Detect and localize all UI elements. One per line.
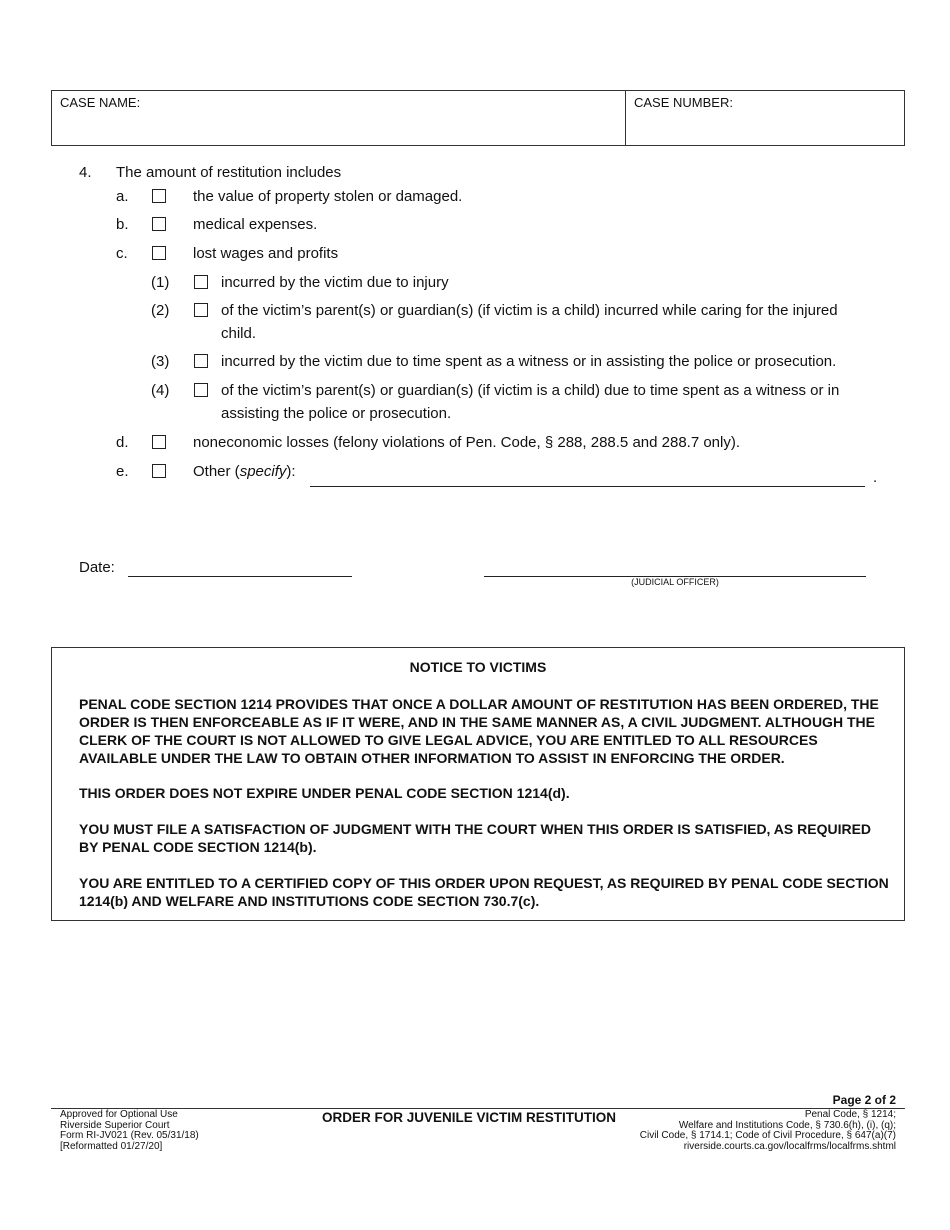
- item-4a-letter: a.: [116, 188, 129, 205]
- item-4b-letter: b.: [116, 216, 129, 233]
- item-4-text: The amount of restitution includes: [116, 164, 342, 181]
- form-title: ORDER FOR JUVENILE VICTIM RESTITUTION: [322, 1110, 617, 1125]
- date-field[interactable]: [128, 576, 352, 577]
- notice-to-victims-box: [51, 647, 905, 921]
- item-4b-text: medical expenses.: [193, 216, 318, 233]
- notice-paragraph-1: PENAL CODE SECTION 1214 PROVIDES THAT ONCE A DOLLAR AMOUNT OF RESTITUTION HAS BEEN ORDERED, THE ORDER IS THEN ENFORCEABLE AS IF IT WERE, AND IN THE SAME MANNER AS, A CIVIL JUDGMENT. ALTHOUGH THE CLERK OF THE COURT IS NOT ALLOWED TO GIVE LEGAL ADVICE, YOU ARE ENTITLED TO ALL RESOURCES AVAILABLE UNDER THE LAW TO OBTAIN OTHER INFORMATION TO ASSIST IN ENFORCING THE ORDER.: [79, 696, 879, 766]
- notice-title: NOTICE TO VICTIMS: [409, 659, 547, 675]
- judicial-officer-label: (JUDICIAL OFFICER): [631, 577, 719, 587]
- footer-left-line-3: Form RI-JV021 (Rev. 05/31/18): [60, 1130, 199, 1141]
- item-4c-checkbox[interactable]: [152, 246, 166, 260]
- footer-left-block: [60, 1110, 199, 1152]
- footer-left-line-2: Riverside Superior Court: [60, 1119, 170, 1131]
- item-4d-checkbox[interactable]: [152, 435, 166, 449]
- page-number: Page 2 of 2: [832, 1093, 896, 1107]
- header-divider: [625, 91, 626, 145]
- notice-paragraph-2: THIS ORDER DOES NOT EXPIRE UNDER PENAL CODE SECTION 1214(d).: [79, 785, 570, 801]
- item-4c2-checkbox[interactable]: [194, 303, 208, 317]
- item-4c4-text-line2: assisting the police or prosecution.: [221, 405, 452, 422]
- other-specify-field[interactable]: [310, 486, 865, 487]
- footer-left-line-1: Approved for Optional Use: [60, 1109, 178, 1120]
- date-label: Date:: [79, 559, 115, 576]
- item-4d-letter: d.: [116, 434, 129, 451]
- item-4e-trailing-period: .: [873, 469, 878, 486]
- item-4c1-number: (1): [151, 274, 170, 291]
- item-4c2-text-line2: child.: [221, 325, 257, 342]
- item-4e-checkbox[interactable]: [152, 464, 166, 478]
- notice-paragraph-3: YOU MUST FILE A SATISFACTION OF JUDGMENT WITH THE COURT WHEN THIS ORDER IS SATISFIED, AS REQUIRED BY PENAL CODE SECTION 1214(b).: [79, 821, 872, 855]
- item-4e-letter: e.: [116, 463, 129, 480]
- item-4c1-checkbox[interactable]: [194, 275, 208, 289]
- item-4b-checkbox[interactable]: [152, 217, 166, 231]
- case-header-box: [51, 90, 905, 146]
- item-4e-label: Other (specify):: [193, 463, 296, 480]
- item-4c3-number: (3): [151, 353, 170, 370]
- item-4c-letter: c.: [116, 245, 128, 262]
- item-4-number: 4.: [79, 164, 92, 181]
- item-4c4-checkbox[interactable]: [194, 383, 208, 397]
- item-4d-text: noneconomic losses (felony violations of Pen. Code, § 288, 288.5 and 288.7 only).: [193, 434, 741, 451]
- item-4c3-text: incurred by the victim due to time spent as a witness or in assisting the police or prosecution.: [221, 353, 837, 370]
- item-4c4-number: (4): [151, 382, 170, 399]
- notice-paragraph-4: YOU ARE ENTITLED TO A CERTIFIED COPY OF THIS ORDER UPON REQUEST, AS REQUIRED BY PENAL CODE SECTION 1214(b) AND WELFARE AND INSTITUTIONS CODE SECTION 730.7(c).: [79, 875, 889, 909]
- case-number-label: CASE NUMBER:: [634, 95, 733, 110]
- item-4a-checkbox[interactable]: [152, 189, 166, 203]
- item-4c-text: lost wages and profits: [193, 245, 339, 262]
- item-4c2-text-line1: of the victim’s parent(s) or guardian(s) (if victim is a child) incurred while caring for the injured: [221, 302, 838, 319]
- item-4c1-text: incurred by the victim due to injury: [221, 274, 449, 291]
- footer-right-line-4: riverside.courts.ca.gov/localfrms/localfrms.shtml: [683, 1140, 896, 1152]
- item-4c4-text-line1: of the victim’s parent(s) or guardian(s) (if victim is a child) due to time spent as a witness or in: [221, 382, 840, 399]
- footer-right-line-3: Civil Code, § 1714.1; Code of Civil Procedure, § 647(a)(7): [639, 1130, 896, 1141]
- footer-right-line-1: Penal Code, § 1214;: [804, 1109, 896, 1120]
- case-name-label: CASE NAME:: [60, 95, 141, 110]
- item-4a-text: the value of property stolen or damaged.: [193, 188, 463, 205]
- item-4c2-number: (2): [151, 302, 170, 319]
- footer-right-line-2: Welfare and Institutions Code, § 730.6(h), (i), (q);: [678, 1119, 896, 1131]
- item-4c3-checkbox[interactable]: [194, 354, 208, 368]
- footer-rule: [51, 1108, 905, 1109]
- footer-right-block: [640, 1110, 896, 1152]
- footer-left-line-4: [Reformatted 01/27/20]: [60, 1140, 163, 1152]
